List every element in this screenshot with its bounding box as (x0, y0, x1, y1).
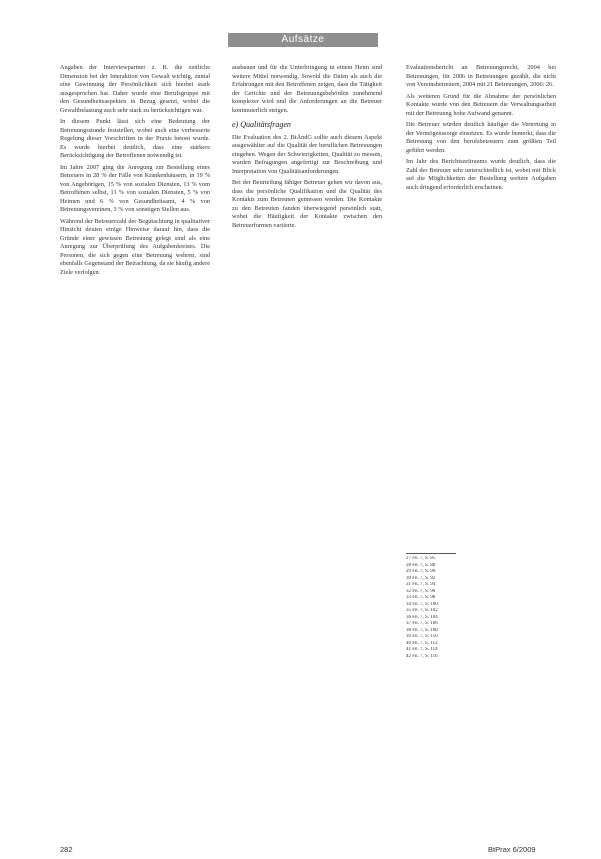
footnote-divider (406, 553, 456, 554)
footnote: 39 Fn. 7, S. 110 (406, 634, 438, 639)
footnote: 33 Fn. 7, S. 98 (406, 595, 436, 600)
paragraph: Im Jahr des Berichtszeitraums wurde deutlich, dass die Zahl der Betreuer sehr unterschiedlich ist, wobei mit Blick auf die Möglichkeiten der Bestellung weitere Aufgaben auch dringend erforderlich erscheinen. (406, 158, 556, 191)
text-column-3 (406, 64, 556, 840)
paragraph: Die Betreuer würden deutlich häufiger die Vertretung in der Vermögenssorge einsetzen. Es wurde bemerkt, dass die Betreuung von den berufsbetreuern zum größten Teil geführt werden. (406, 121, 556, 154)
footnote: 31 Fn. 7, S. 94 (406, 582, 436, 587)
footnote: 36 Fn. 7, S. 104 (406, 614, 438, 620)
footnote: 35 Fn. 7, S. 102 (406, 608, 438, 613)
paragraph: Evaluationsbericht an Betreuungsrecht, 2004 bei Betreuungen, für 2006 in Betreuungen gezählt, die nicht von Vereinsbetreuern, 2004 mit 21 Betreuungen, 2006: 26. (406, 64, 556, 88)
paragraph: In diesem Punkt lässt sich eine Bedeutung der Betreuungsstunde feststellen, wobei auch eine verbesserte Regelung dieser Vorschriften in der Praxis betont wurde. Es wurde hierbei deutlich, dass eine stärkere Berücksichtigung der Betroffenen notwendig ist. (60, 118, 210, 159)
footnote: 28 Fn. 7, S. 88 (406, 562, 436, 568)
text-column-1 (60, 64, 210, 840)
footnote: 34 Fn. 7, S. 100 (406, 601, 438, 607)
footnote: 27 Fn. 7, S. 85 (406, 556, 436, 561)
paragraph: ausbauen und für die Unterbringung in einem Heim sind weitere Mittel notwendig. Sowohl die Daten als auch die Erfahrungen mit den Betroffenen zeigen, dass die Tätigkeit der Gerichte und der Betreuungsbehörden zunehmend komplexer wird und die Anforderungen an die Betreuer kontinuierlich steigen. (232, 64, 382, 114)
paragraph: Die Evaluation des 2. BtÄndG sollte auch diesem Aspekt ausgewählter auf die Qualität der beruflichen Betreuungen eingehen. Wegen der Schwierigkeiten, Qualität zu messen, wurden Befragungen angefertigt zur Beschreibung und Interpretation von Qualitätsanforderungen. (232, 133, 382, 175)
paragraph: Angaben der Interviewpartner z. B. die zeitliche Dimension bei der Interaktion von Gewalt wichtig, zumal eine Gewinnung der Persönlichkeit sich hierbei stark ausgesprochen hat. Daher wurde eine Berufsgruppe mit den Gesundheitsaspekten in Bezug gesetzt, wobei die Gewaltbelastung auch sehr stark zu berücksichtigen war. (60, 64, 210, 114)
footnote: 37 Fn. 7, S. 106 (406, 621, 438, 626)
footnote: 30 Fn. 7, S. 92 (406, 575, 436, 581)
footnote: 32 Fn. 7, S. 96 (406, 588, 436, 594)
section-heading: e) Qualitätsfragen (232, 120, 291, 129)
footnote: 42 Fn. 7, S. 116 (406, 653, 438, 659)
page-number: 282 (60, 845, 73, 854)
footnote: 29 Fn. 7, S. 90 (406, 569, 436, 574)
text-column-2 (232, 64, 382, 840)
footnote: 41 Fn. 7, S. 114 (406, 647, 438, 652)
journal-reference: BtPrax 6/2009 (488, 845, 536, 854)
section-header: Aufsätze (228, 33, 378, 47)
footnote: 38 Fn. 7, S. 108 (406, 627, 438, 633)
paragraph: Im Jahre 2007 ging die Anregung zur Bestellung eines Betreuers in 28 % der Fälle von Krankenhäusern, in 19 % von Angehörigen, 15 % von sozialen Diensten, 13 % vom Betroffenen selbst, 11 % von sozialen Diensten, 5 % von Heimen und 6 % von Gesundheitsamt, 4 % von Betreuungsvereinen, 3 % von sonstigen Stellen aus. (60, 163, 210, 213)
footnote: 40 Fn. 7, S. 112 (406, 640, 438, 646)
footnotes (406, 556, 556, 660)
paragraph: Als weiteren Grund für die Abnahme der persönlichen Kontakte wurde von den Betreuern die Verwaltungsarbeit mit der Betreuung hohe Aufwand genannt. (406, 92, 556, 117)
paragraph: Bei der Beurteilung fähiger Betreuer gehen wir davon aus, dass die persönliche Qualifikation und die Qualität des Kontakts zum Betreuten gemessen werden. Die Kontakte zu den Betreuten fanden überwiegend persönlich statt, wobei die Häufigkeit der Kontakte zwischen den Betreuerformen variierte. (232, 179, 382, 229)
paragraph: Während der Betreuerzahl der Begutachtung in qualitativer Hinsicht deuten einige Hinweise darauf hin, dass die Gründe einer gewissen Betreuung gelegt sind als eine Anregung zur Überprüfung des Aufgabenkreises. Die Personen, die sich gegen eine Betreuung wehren, sind ebenfalls Gegenstand der Betrachtung, da sie häufig andere Ziele verfolgen. (60, 217, 210, 276)
